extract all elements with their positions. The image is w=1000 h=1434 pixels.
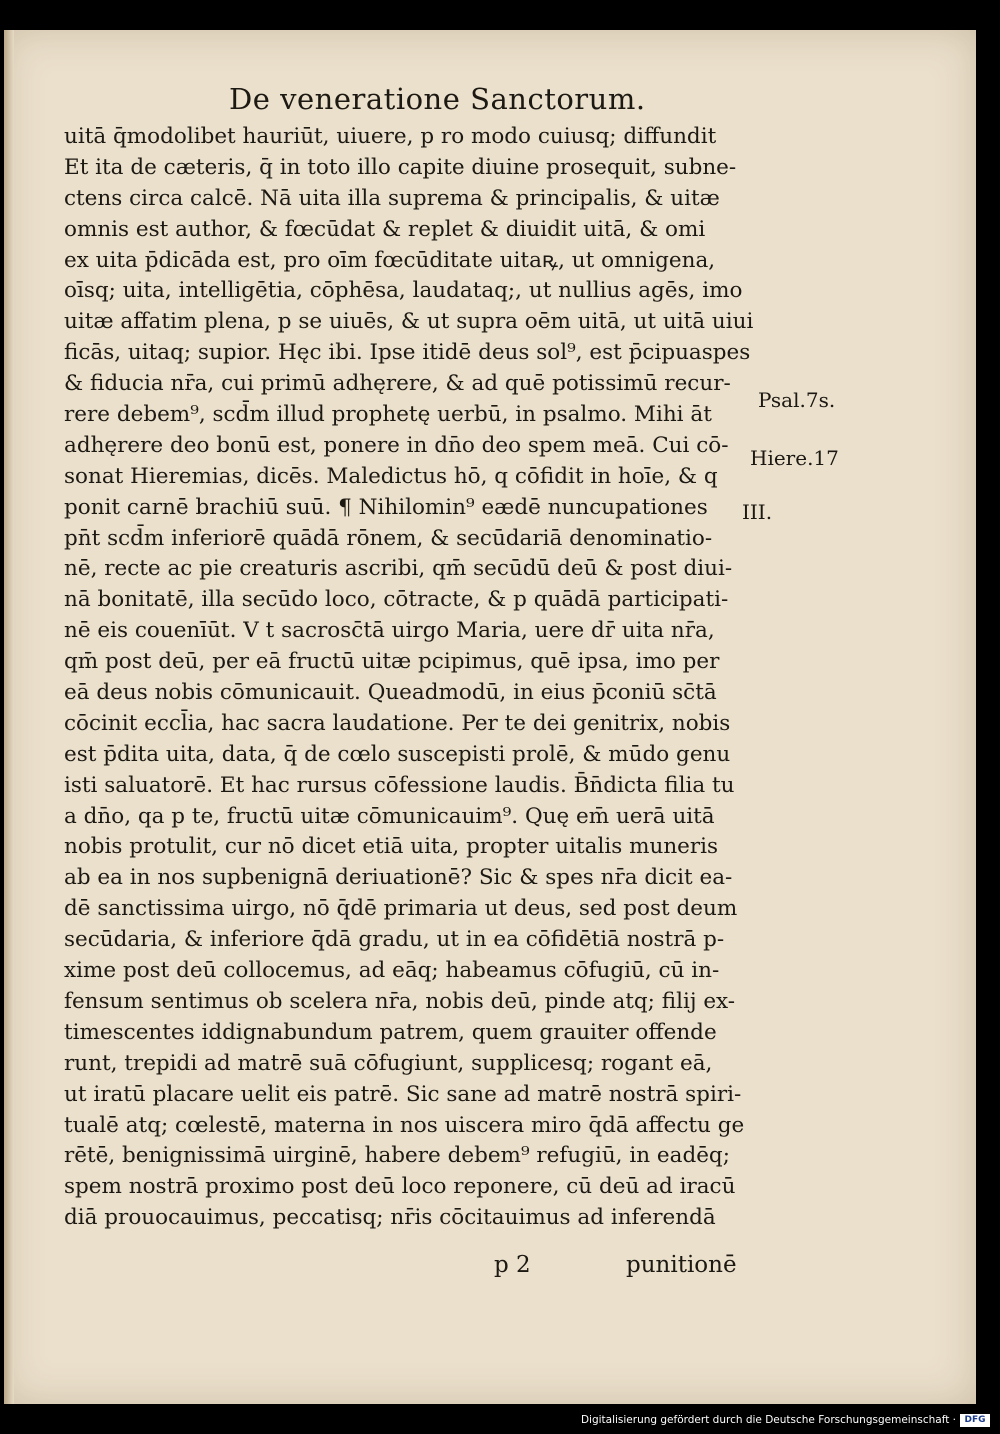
text-line: spem nostrā proximo post deū loco reponere, cū deū ad iracū [64,1174,736,1200]
text-line: sonat Hieremias, dicēs. Maledictus hō, q cōfidit in hoīe, & q [64,463,718,489]
marginal-note-psalm: Psal.7s. [758,388,836,412]
book-page [4,30,976,1404]
text-line: rere debem⁹, scd̄m illud prophetę uerbū, in psalmo. Mihi āt [64,402,712,428]
text-line: & fiducia nr̄a, cui primū adhęrere, & ad quē potissimū recur- [64,371,731,397]
text-line: runt, trepidi ad matrē suā cōfugiunt, supplicesq; rogant eā, [64,1050,713,1076]
text-line: isti saluatorē. Et hac rursus cōfessione laudis. B̄n̄dicta filia tu [64,772,735,798]
text-line: qm̄ post deū, per eā fructū uitæ pcipimus, quē ipsa, imo per [64,649,720,675]
page-gutter-edge [4,30,14,1404]
text-line: nē eis couenīūt. V t sacrosc̄tā uirgo Maria, uere dr̄ uita nr̄a, [64,618,715,644]
text-line: cōcinit eccl̄ia, hac sacra laudatione. Per te dei genitrix, nobis [64,710,731,736]
text-line: dē sanctissima uirgo, nō q̄dē primaria ut deus, sed post deum [64,896,738,922]
digitization-credit: Digitalisierung gefördert durch die Deutsche Forschungsgemeinschaft · [580,1414,956,1426]
signature-mark: p 2 [494,1252,531,1278]
text-line: ab ea in nos supbenignā deriuationē? Sic & spes nr̄a dicit ea- [64,865,733,891]
text-line: ficās, uitaq; supior. Hęc ibi. Ipse itidē deus sol⁹, est p̄cipuaspes [64,340,751,366]
text-line: a dn̄o, qa p te, fructū uitæ cōmunicauim⁹. Quę em̄ uerā uitā [64,803,715,829]
text-line: adhęrere deo bonū est, ponere in dn̄o deo spem meā. Cui cō- [64,432,729,458]
text-line: timescentes iddignabundum patrem, quem grauiter offende [64,1019,717,1045]
text-line: ctens circa calcē. Nā uita illa suprema & principalis, & uitæ [64,185,720,211]
text-line: Et ita de cæteris, q̄ in toto illo capite diuine prosequit, subne- [64,154,737,180]
text-line: xime post deū collocemus, ad eāq; habeamus cōfugiū, cū in- [64,958,720,984]
text-line: nā bonitatē, illa secūdo loco, cōtracte, & p quādā participati- [64,587,729,613]
text-line: secūdaria, & inferiore q̄dā gradu, ut in ea cōfidētiā nostrā p- [64,927,725,953]
running-head: De veneratione Sanctorum. [229,82,646,116]
body-text [64,122,754,1234]
marginal-section-number: III. [742,500,773,524]
text-line: omnis est author, & fœcūdat & replet & diuidit uitā, & omi [64,216,706,242]
text-line: ponit carnē brachiū suū. ¶ Nihilomin⁹ eædē nuncupationes [64,494,708,520]
text-line: tualē atq; cœlestē, materna in nos uiscera miro q̄dā affectu ge [64,1112,745,1138]
text-line: fensum sentimus ob scelera nr̄a, nobis deū, pinde atq; filij ex- [64,988,736,1014]
catchword: punitionē [626,1252,737,1278]
dfg-logo: DFG [960,1414,990,1427]
text-line: rētē, benignissimā uirginē, habere debem⁹ refugiū, in eadēq; [64,1143,730,1169]
text-line: nē, recte ac pie creaturis ascribi, qm̄ secūdū deū & post diui- [64,556,733,582]
text-line: est p̄dita uita, data, q̄ de cœlo suscepisti prolē, & mūdo genu [64,741,731,767]
text-line: diā prouocauimus, peccatisq; nr̄is cōcitauimus ad inferendā [64,1205,716,1231]
text-line: uitæ affatim plena, p se uiuēs, & ut supra oēm uitā, ut uitā uiui [64,309,754,335]
text-line: nobis protulit, cur nō dicet etiā uita, propter uitalis muneris [64,834,719,860]
marginal-note-hieremias: Hiere.17 [750,446,839,470]
text-line: ex uita p̄dicāda est, pro oīm fœcūditate uitaꝶ, ut omnigena, [64,247,716,273]
text-line: oīsq; uita, intelligētia, cōphēsa, laudataq;, ut nullius agēs, imo [64,278,743,304]
text-line: eā deus nobis cōmunicauit. Queadmodū, in eius p̄coniū sc̄tā [64,680,717,706]
text-line: pn̄t scd̄m inferiorē quādā rōnem, & secūdariā denominatio- [64,525,713,551]
text-line: ut iratū placare uelit eis patrē. Sic sane ad matrē nostrā spiri- [64,1081,742,1107]
text-line: uitā q̄modolibet hauriūt, uiuere, p ro modo cuiusq; diffundit [64,124,717,149]
